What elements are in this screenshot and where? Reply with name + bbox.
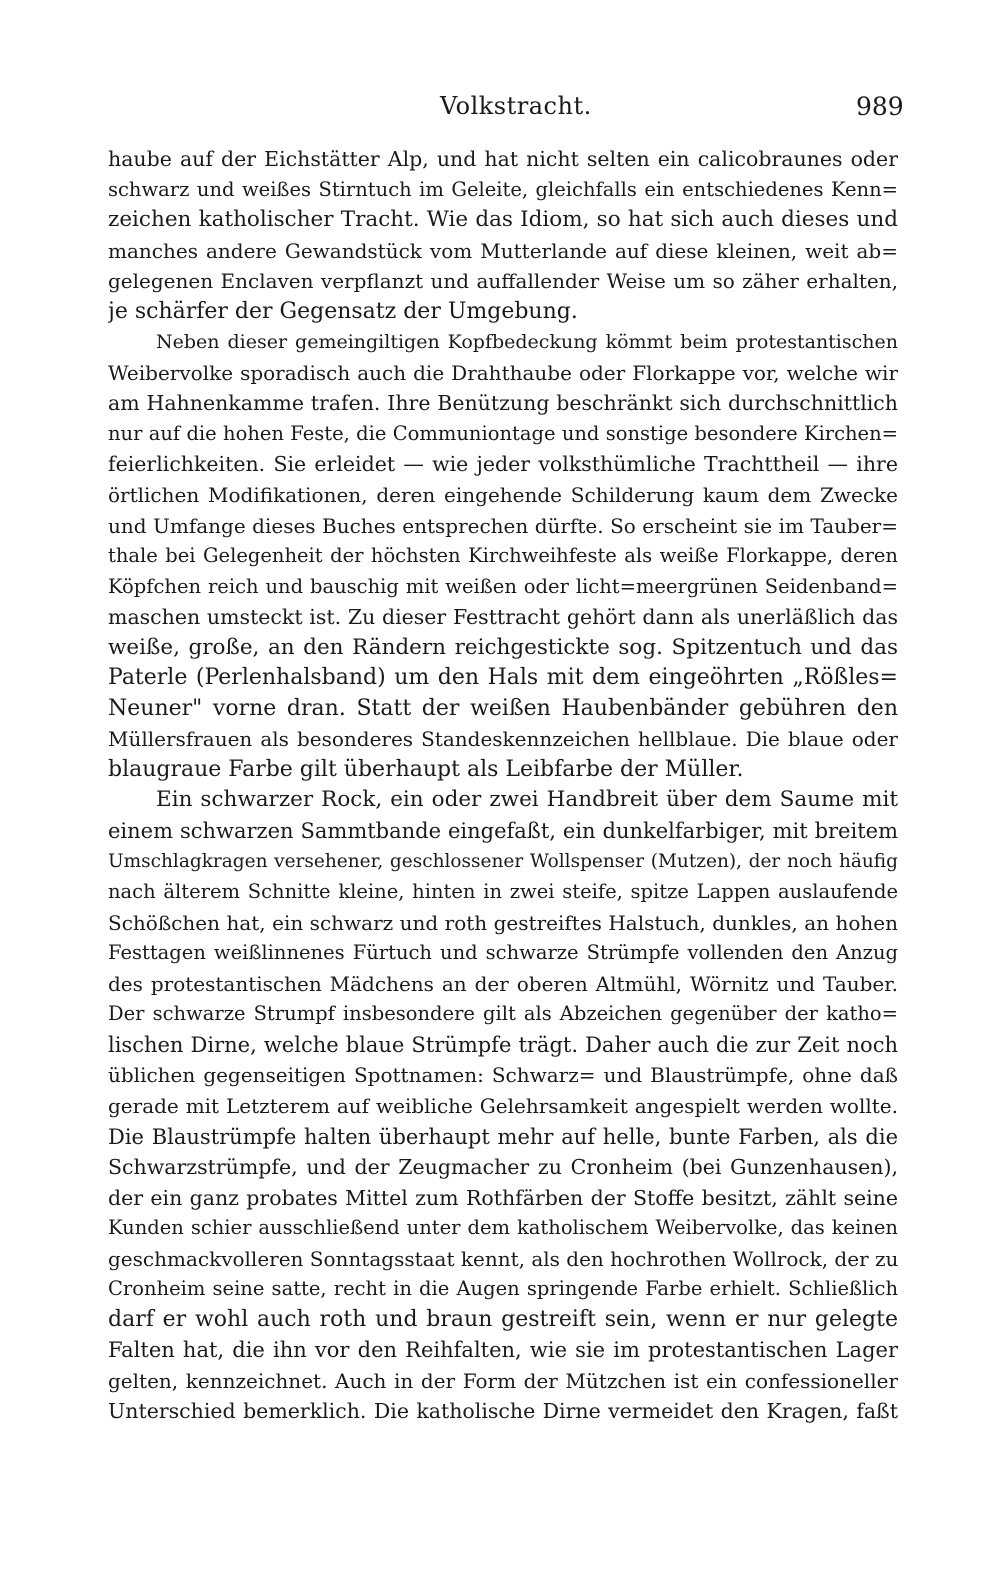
text-line: weiße, große, an den Rändern reichgestickte sog. Spitzentuch und das [108,634,898,660]
text-line: gelegenen Enclaven verpflanzt und auffallender Weise um so zäher erhalten, [108,269,898,294]
text-line: Weibervolke sporadisch auch die Drahthaube oder Florkappe vor, welche wir [108,360,898,385]
text-line: maschen umsteckt ist. Zu dieser Festtracht gehört dann als unerläßlich das [108,605,898,630]
text-line: Falten hat, die ihn vor den Reihfalten, wie sie im protestantischen Lager [108,1338,898,1363]
text-line: Die Blaustrümpfe halten überhaupt mehr auf helle, bunte Farben, als die [108,1124,898,1149]
text-line: nach älterem Schnitte kleine, hinten in zwei steife, spitze Lappen auslaufende [108,880,898,904]
text-line: Müllersfrauen als besonderes Standeskennzeichen hellblaue. Die blaue oder [108,727,898,752]
text-line: Neben dieser gemeingiltigen Kopfbedeckung kömmt beim protestantischen [156,331,898,354]
text-line: Cronheim seine satte, recht in die Augen springende Farbe erhielt. Schließlich [108,1277,898,1301]
text-line: Der schwarze Strumpf insbesondere gilt als Abzeichen gegenüber der katho= [108,1002,898,1026]
text-line: schwarz und weißes Stirntuch im Geleite, gleichfalls ein entschiedenes Kenn= [108,177,898,201]
text-line: je schärfer der Gegensatz der Umgebung. [108,298,578,324]
page-number: 989 [856,92,904,121]
text-line: Paterle (Perlenhalsband) um den Hals mit dem eingeöhrten „Rößles= [108,665,898,691]
text-line: Neuner" vorne dran. Statt der weißen Haubenbänder gebühren den [108,695,898,721]
text-line: Schwarzstrümpfe, und der Zeugmacher zu Cronheim (bei Gunzenhausen), [108,1155,898,1180]
text-line: Schößchen hat, ein schwarz und roth gestreiftes Halstuch, dunkles, an hohen [108,910,898,935]
text-line: nur auf die hohen Feste, die Communiontage und sonstige besondere Kirchen= [108,421,898,445]
text-line: am Hahnenkamme trafen. Ihre Benützung beschränkt sich durchschnittlich [108,391,898,416]
text-line: örtlichen Modifikationen, deren eingehende Schilderung kaum dem Zwecke [108,483,898,508]
text-line: üblichen gegenseitigen Spottnamen: Schwarz= und Blaustrümpfe, ohne daß [108,1063,898,1088]
text-line: gelten, kennzeichnet. Auch in der Form der Mützchen ist ein confessioneller [108,1368,898,1393]
text-line: Umschlagkragen versehener, geschlossener Wollspenser (Mutzen), der noch häufig [108,850,898,872]
running-head [0,92,1000,126]
text-line: haube auf der Eichstätter Alp, und hat nicht selten ein calicobraunes oder [108,147,898,171]
text-line: des protestantischen Mädchens an der oberen Altmühl, Wörnitz und Tauber. [108,971,898,996]
text-line: manches andere Gewandstück vom Mutterlande auf diese kleinen, weit ab= [108,238,898,263]
text-line: Festtagen weißlinnenes Fürtuch und schwarze Strümpfe vollenden den Anzug [108,941,898,965]
text-line: feierlichkeiten. Sie erleidet — wie jeder volksthümliche Trachttheil — ihre [108,452,898,477]
text-line: Unterschied bemerklich. Die katholische Dirne vermeidet den Kragen, faßt [108,1399,898,1424]
text-line: gerade mit Letzterem auf weibliche Gelehrsamkeit angespielt werden wollte. [108,1093,898,1118]
text-line: zeichen katholischer Tracht. Wie das Idiom, so hat sich auch dieses und [108,207,898,233]
text-line: der ein ganz probates Mittel zum Rothfärben der Stoffe besitzt, zählt seine [108,1185,898,1210]
text-line: einem schwarzen Sammtbande eingefaßt, ein dunkelfarbiger, mit breitem [108,819,898,844]
text-line: darf er wohl auch roth und braun gestreift sein, wenn er nur gelegte [108,1306,898,1332]
text-line: lischen Dirne, welche blaue Strümpfe trägt. Daher auch die zur Zeit noch [108,1032,898,1057]
text-line: Kunden schier ausschließend unter dem katholischem Weibervolke, das keinen [108,1216,898,1240]
text-line: blaugraue Farbe gilt überhaupt als Leibfarbe der Müller. [108,756,744,782]
text-line: und Umfange dieses Buches entsprechen dürfte. So erscheint sie im Tauber= [108,513,898,538]
text-line: thale bei Gelegenheit der höchsten Kirchweihfeste als weiße Florkappe, deren [108,544,898,568]
body-text [108,144,898,1427]
text-line: Köpfchen reich und bauschig mit weißen oder licht=meergrünen Seidenband= [108,574,898,598]
text-line: Ein schwarzer Rock, ein oder zwei Handbreit über dem Saume mit [156,787,898,813]
text-line: geschmackvolleren Sonntagsstaat kennt, als den hochrothen Wollrock, der zu [108,1246,898,1271]
running-title: Volkstracht. [440,92,592,120]
